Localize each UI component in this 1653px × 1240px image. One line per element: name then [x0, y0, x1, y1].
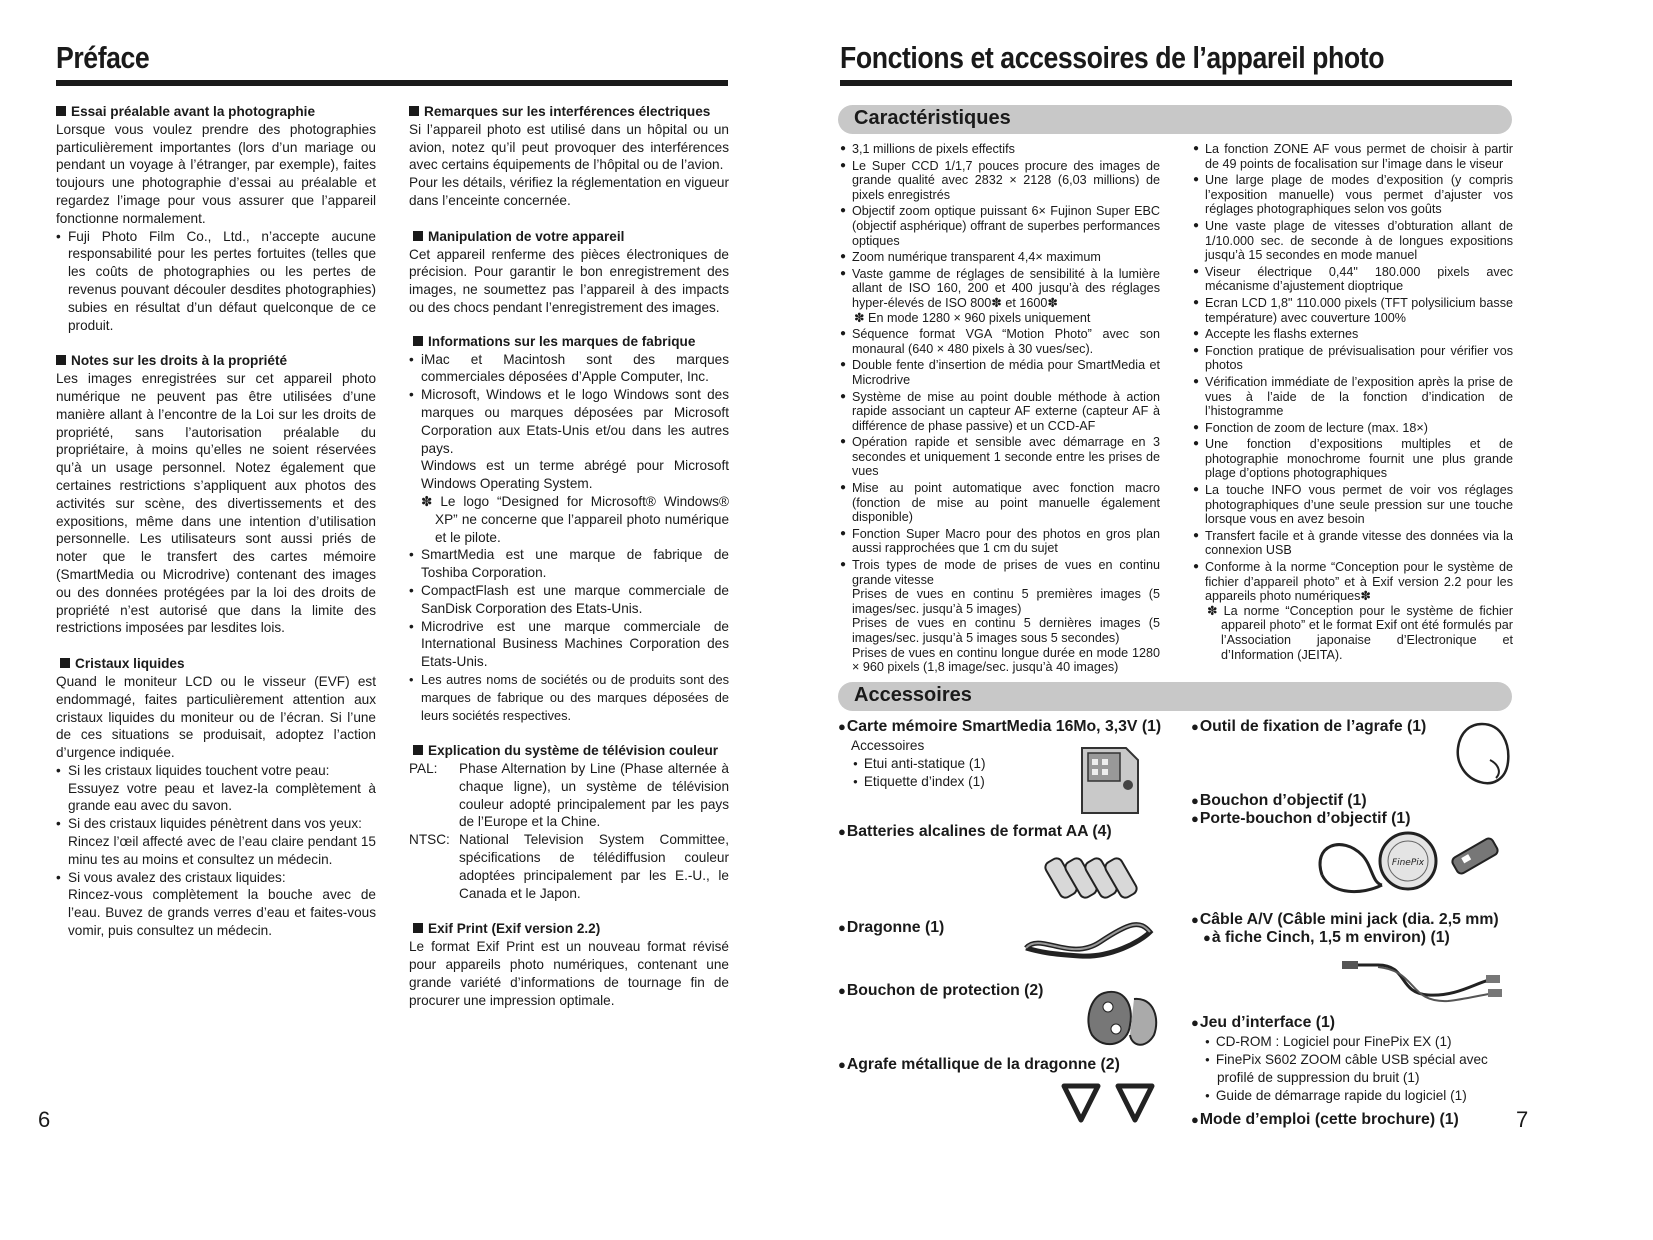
footnote: ✽ Le logo “Designed for Microsoft® Windows® XP” ne concerne que l’appareil photo numérique et le pilote. [421, 493, 729, 545]
feature-subitem: Prises de vues en continu 5 premières images (5 images/sec. jusqu’à 5 images) [852, 587, 1160, 616]
acc-smartmedia-b1: ● Etui anti-statique (1) [853, 756, 986, 771]
strap-icon [1020, 912, 1156, 970]
acc-interface-b2: ● FinePix S602 ZOOM câble USB spécial avec [1205, 1052, 1488, 1067]
feature-item: ● Viseur électrique 0,44" 180.000 pixels avec mécanisme d’ajustement dioptrique [1193, 265, 1513, 294]
section-heading: Manipulation de votre appareil [409, 228, 729, 246]
acc-manual: ● Mode d’emploi (cette brochure) (1) [1191, 1111, 1459, 1129]
feature-item: ● Mise au point automatique avec fonction macro (fonction de mise au point manuelle également disponible) [840, 481, 1160, 525]
feature-item: ● Fonction de zoom de lecture (max. 18×) [1193, 421, 1513, 436]
feature-item: ● Une fonction d’expositions multiples et de photographie monochrome fournit une plus grande plage d’options photographiques [1193, 437, 1513, 481]
feature-item: ● Trois types de mode de prises de vues en continu grande vitesse [840, 558, 1160, 587]
right-title-rule [840, 80, 1512, 86]
acc-interface: ● Jeu d’interface (1) [1191, 1014, 1335, 1032]
protective-caps-icon [1084, 985, 1164, 1055]
bullet: • Si des cristaux liquides pénètrent dans vos yeux: [56, 815, 376, 833]
feature-note: ✽ En mode 1280 × 960 pixels uniquement [854, 310, 1091, 325]
acc-interface-b3: ● Guide de démarrage rapide du logiciel (1) [1205, 1088, 1467, 1103]
paragraph: Lorsque vous voulez prendre des photographies particulièrement importantes (lors d’un mariage ou pendant un voyage à l’étranger, par exemple), faites toujours une photographie d’essai au préalable et regardez l’image pour vous assurer que l’appareil fonctionne normalement. [56, 121, 376, 226]
right-page-title: Fonctions et accessoires de l’appareil photo [840, 40, 1385, 75]
paragraph: Si l’appareil photo est utilisé dans un hôpital ou un avion, notez qu’il peut provoquer des interférences avec certains équipements de l’hôpital ou de l’avion. [409, 121, 729, 173]
section-heading: Exif Print (Exif version 2.2) [409, 920, 729, 938]
acc-batteries: ● Batteries alcalines de format AA (4) [838, 823, 1112, 841]
acc-tool: ● Outil de fixation de l’agrafe (1) [1191, 718, 1426, 736]
acc-strap: ● Dragonne (1) [838, 919, 944, 937]
feature-item: ● Ecran LCD 1,8" 110.000 pixels (TFT polysilicium basse température) avec couverture 100% [1193, 296, 1513, 325]
acc-smartmedia: ● Carte mémoire SmartMedia 16Mo, 3,3V (1) [838, 718, 1161, 736]
left-title-rule [56, 80, 728, 86]
acc-av-cable-1: ● Câble A/V (Câble mini jack (dia. 2,5 mm) [1191, 911, 1499, 929]
section-heading: Explication du système de télévision couleur [409, 742, 729, 760]
feature-item: ● Fonction pratique de prévisualisation pour vérifier vos photos [1193, 344, 1513, 373]
section-heading: Remarques sur les interférences électriques [409, 103, 729, 121]
paragraph: Le format Exif Print est un nouveau format révisé pour appareils photo numériques, contenant une grande variété d’informations de tournage fin de procurer une impression optimale. [409, 939, 729, 1008]
acc-smartmedia-sub: Accessoires [851, 738, 925, 753]
acc-capholder: ● Porte-bouchon d’objectif (1) [1191, 810, 1410, 828]
tv-system-ntsc: NTSC: National Television System Committee, spécifications de télédiffusion couleur adoptées principalement par les E.-U., le Canada et le Japon. [409, 832, 729, 901]
acc-lenscap: ● Bouchon d’objectif (1) [1191, 792, 1367, 810]
av-cable-icon [1338, 953, 1504, 1009]
feature-item: ● Zoom numérique transparent 4,4× maximum [840, 250, 1160, 265]
batteries-icon [1044, 848, 1144, 904]
acc-interface-b1: ● CD-ROM : Logiciel pour FinePix EX (1) [1205, 1034, 1452, 1049]
paragraph: Pour les détails, vérifiez la réglementation en vigueur dans l’enceinte concernée. [409, 175, 729, 208]
feature-subitem: Prises de vues en continu longue durée en mode 1280 × 960 pixels (1,8 image/sec. jusqu’à 40 images) [852, 645, 1160, 675]
bullet: • CompactFlash est une marque commerciale de SanDisk Corporation des Etats-Unis. [409, 582, 729, 618]
left-page-title: Préface [56, 40, 150, 75]
left-page-number: 6 [38, 1107, 51, 1132]
feature-item: ● Le Super CCD 1/1,7 pouces procure des images de grande qualité avec 2832 × 2128 (6,03 millions) de pixels enregistrés [840, 159, 1160, 203]
bullet: • Les autres noms de sociétés ou de produits sont des marques de fabrique ou des marques déposées de leurs sociétés respectives. [409, 671, 729, 724]
feature-note: ✽ La norme “Conception pour le système de fichier appareil photo” et le format Exif ont été formulés par l’Association japonaise d’Electronique et d’Information (JEITA). [1207, 603, 1513, 662]
bullet: • Microdrive est une marque commerciale de International Business Machines Corporation des Etats-Unis. [409, 618, 729, 671]
left-column-2 [409, 103, 729, 1009]
accessories-heading-bar: Accessoires [838, 682, 1512, 711]
bullet: • iMac et Macintosh sont des marques commerciales déposées d’Apple Computer, Inc. [409, 351, 729, 387]
bullet: • Si les cristaux liquides touchent votre peau: [56, 762, 376, 780]
acc-smartmedia-b2: ● Etiquette d’index (1) [853, 774, 985, 789]
feature-item: ● Transfert facile et à grande vitesse des données via la connexion USB [1193, 529, 1513, 558]
feature-item: ● Une large plage de modes d’exposition (y compris l’exposition manuelle) vous permet d’ajuster vos réglages photographiques selon vos goûts [1193, 173, 1513, 217]
bullet: • Fuji Photo Film Co., Ltd., n’accepte aucune responsabilité pour les pertes fortuites (telles que les coûts de photographies ou les pertes de revenus pouvant découler desdites photographies) subies en résultat d’un défaut quelconque de ce produit. [56, 228, 376, 335]
acc-av-cable-2: ● à fiche Cinch, 1,5 m environ) (1) [1203, 929, 1450, 947]
bullet: • SmartMedia est une marque de fabrique de Toshiba Corporation. [409, 546, 729, 582]
paragraph: Les images enregistrées sur cet appareil photo numérique ne peuvent pas être utilisées d’une manière allant à l’encontre de la Loi sur les droits de propriété, sans l’autorisation préalable du propriétaire, à moins qu’elles ne soient réservées qu’à un usage personnel. Notez également que certaines restrictions s’appliquent aux photos des activités sur scène, des divertissements et des expositions, même dans une intention d’utilisation personnelle. Les utilisateurs sont aussi priés de noter que le transfert des cartes mémoire (SmartMedia ou Microdrive) contenant des images ou des données protégées par la loi des droits de propriété n’est autorisé que dans la limite des restrictions imposées par lesdites lois. [56, 371, 376, 636]
feature-item: ● Système de mise au point double méthode à action rapide associant un capteur AF externe (capteur AF à différence de phase passive) et un CCD-AF [840, 390, 1160, 434]
bullet-text: Essuyez votre peau et lavez-la complètement à grande eau avec du savon. [68, 780, 376, 814]
acc-caps: ● Bouchon de protection (2) [838, 982, 1043, 1000]
bullet-text: Rincez-vous complètement la bouche avec de l’eau. Buvez de grands verres d’eau et faites-vous vomir, puis consultez un médecin. [68, 887, 376, 939]
section-heading: Essai préalable avant la photographie [56, 103, 376, 121]
feature-item: ● Opération rapide et sensible avec démarrage en 3 secondes et uniquement 1 seconde entre les prises de vues [840, 435, 1160, 479]
feature-item: ● Vaste gamme de réglages de sensibilité à la lumière allant de ISO 160, 200 et 400 jusqu’à des réglages hyper-élevés de ISO 800✽ et 1600✽ [840, 267, 1160, 311]
smartmedia-card-icon [1078, 745, 1142, 817]
feature-item: ● Accepte les flashs externes [1193, 327, 1513, 342]
acc-interface-b2-cont: profilé de suppression du bruit (1) [1217, 1070, 1420, 1085]
tv-system-pal: PAL: Phase Alternation by Line (Phase alternée à chaque ligne), un système de télévision couleur adopté principalement par les pays de l’Europe et la Chine. [409, 761, 729, 830]
feature-subitem: Prises de vues en continu 5 dernières images (5 images/sec. jusqu’à 5 images sous 5 secondes) [852, 616, 1160, 645]
section-heading: Cristaux liquides [56, 655, 376, 673]
feature-item: ● La fonction ZONE AF vous permet de choisir à partir de 49 points de focalisation sur l’image dans le viseur [1193, 142, 1513, 171]
feature-item: ● Objectif zoom optique puissant 6× Fujinon Super EBC (objectif asphérique) offrant de superbes performances optiques [840, 204, 1160, 248]
feature-item: ● Vérification immédiate de l’exposition après la prise de vues à l’aide de la fonction d’indication de l’histogramme [1193, 375, 1513, 419]
feature-item: ● Séquence format VGA “Motion Photo” avec son monaural (640 × 480 pixels à 30 vues/sec). [840, 327, 1160, 356]
feature-item: ● Conforme à la norme “Conception pour le système de fichier d’appareil photo” et à Exif version 2.2 pour les appareils photo numériques✽ [1193, 560, 1513, 604]
clip-tool-icon [1452, 720, 1514, 788]
bullet-text: Rincez l’œil affecté avec de l’eau claire pendant 15 minu tes au moins et consultez un médecin. [68, 834, 376, 867]
bullet-text: Windows est un terme abrégé pour Microsoft Windows Operating System. [421, 458, 729, 492]
acc-clip: ● Agrafe métallique de la dragonne (2) [838, 1056, 1120, 1074]
bullet: • Microsoft, Windows et le logo Windows sont des marques ou marques déposées par Microsoft Corporation aux Etats-Unis et/ou dans les autres pays. [409, 386, 729, 457]
left-column-1 [56, 103, 376, 940]
features-left-column [840, 142, 1160, 675]
feature-item: ● Double fente d’insertion de média pour SmartMedia et Microdrive [840, 358, 1160, 387]
lens-cap-icon [1312, 825, 1512, 901]
paragraph: Quand le moniteur LCD ou le visseur (EVF) est endommagé, faites particulièrement attention aux cristaux liquides du moniteur ou de l’écran. Si l’une de ces situations se produisait, adoptez l’action d’urgence indiquée. [56, 673, 376, 761]
svg-text:FinePix: FinePix [1391, 858, 1425, 868]
metal-clip-icon [1058, 1080, 1158, 1124]
features-heading-bar: Caractéristiques [838, 105, 1512, 134]
section-heading: Informations sur les marques de fabrique [409, 333, 729, 351]
feature-item: ● La touche INFO vous permet de voir vos réglages photographiques d’une seule pression sur une touche lorsque vous en avez besoin [1193, 483, 1513, 527]
section-heading: Notes sur les droits à la propriété [56, 352, 376, 370]
feature-item: ● Fonction Super Macro pour des photos en gros plan aussi rapprochées que 1 cm du sujet [840, 527, 1160, 556]
bullet: • Si vous avalez des cristaux liquides: [56, 869, 376, 887]
paragraph: Cet appareil renferme des pièces électroniques de précision. Pour garantir le bon enregistrement des images, ne soumettez pas l’appareil à des impacts ou des chocs pendant l’enregistrement des images. [409, 246, 729, 315]
feature-item: ● Une vaste plage de vitesses d’obturation allant de 1/10.000 sec. de seconde à de longues expositions jusqu’à 15 secondes en mode manuel [1193, 219, 1513, 263]
feature-item: ● 3,1 millions de pixels effectifs [840, 142, 1160, 157]
features-right-column [1193, 142, 1513, 662]
right-page-number: 7 [1516, 1107, 1529, 1132]
